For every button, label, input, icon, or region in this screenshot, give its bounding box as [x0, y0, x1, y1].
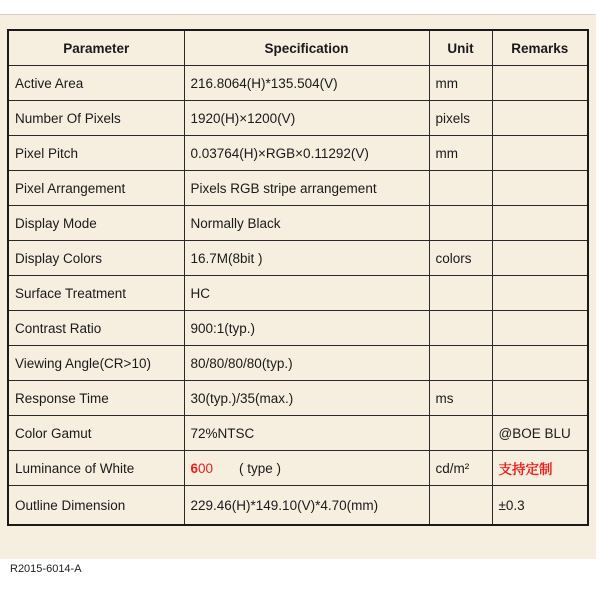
cell-unit	[429, 276, 492, 311]
cell-specification: 216.8064(H)*135.504(V)	[184, 66, 429, 101]
table-row	[8, 66, 588, 101]
table-row	[8, 311, 588, 346]
table-row	[8, 416, 588, 451]
cell-unit	[429, 346, 492, 381]
cell-remarks	[492, 381, 588, 416]
specification-table	[7, 29, 589, 526]
cell-remarks	[492, 346, 588, 381]
luminance-value-rest: 00	[198, 460, 214, 476]
cell-remarks: @BOE BLU	[492, 416, 588, 451]
luminance-value-highlight: 6	[190, 460, 199, 476]
table-row	[8, 346, 588, 381]
table-header-row	[8, 30, 588, 66]
cell-specification: Normally Black	[184, 206, 429, 241]
cell-parameter: Pixel Pitch	[8, 136, 184, 171]
cell-unit	[429, 416, 492, 451]
header-specification: Specification	[184, 30, 429, 66]
cell-parameter: Pixel Arrangement	[8, 171, 184, 206]
cell-unit	[429, 206, 492, 241]
cell-unit: colors	[429, 241, 492, 276]
luminance-type-label: ( type )	[239, 460, 282, 476]
cell-specification: Pixels RGB stripe arrangement	[184, 171, 429, 206]
cell-unit	[429, 486, 492, 526]
cell-specification: 16.7M(8bit )	[184, 241, 429, 276]
cell-specification: 1920(H)×1200(V)	[184, 101, 429, 136]
cell-specification	[184, 451, 429, 486]
cell-remarks	[492, 171, 588, 206]
cell-specification: 80/80/80/80(typ.)	[184, 346, 429, 381]
table-row	[8, 486, 588, 526]
cell-remarks	[492, 206, 588, 241]
table-row	[8, 276, 588, 311]
table-row	[8, 241, 588, 276]
cell-remarks: 支持定制	[492, 451, 588, 486]
cell-unit	[429, 171, 492, 206]
document-id: R2015-6014-A	[10, 563, 82, 575]
cell-unit	[429, 311, 492, 346]
table-row	[8, 136, 588, 171]
cell-specification: 30(typ.)/35(max.)	[184, 381, 429, 416]
cell-parameter: Color Gamut	[8, 416, 184, 451]
cell-parameter: Active Area	[8, 66, 184, 101]
cell-parameter: Number Of Pixels	[8, 101, 184, 136]
cell-remarks	[492, 101, 588, 136]
cell-unit: mm	[429, 136, 492, 171]
cell-parameter: Display Mode	[8, 206, 184, 241]
cell-parameter: Viewing Angle(CR>10)	[8, 346, 184, 381]
header-unit: Unit	[429, 30, 492, 66]
cell-parameter: Response Time	[8, 381, 184, 416]
table-row	[8, 206, 588, 241]
cell-unit: cd/m²	[429, 451, 492, 486]
cell-unit: mm	[429, 66, 492, 101]
cell-unit: ms	[429, 381, 492, 416]
table-row	[8, 101, 588, 136]
cell-remarks	[492, 311, 588, 346]
cell-parameter: Surface Treatment	[8, 276, 184, 311]
table-row	[8, 381, 588, 416]
cell-specification: 900:1(typ.)	[184, 311, 429, 346]
table-row	[8, 451, 588, 486]
cell-parameter: Contrast Ratio	[8, 311, 184, 346]
cell-specification: 72%NTSC	[184, 416, 429, 451]
cell-remarks	[492, 276, 588, 311]
cell-unit: pixels	[429, 101, 492, 136]
cell-remarks	[492, 66, 588, 101]
cell-parameter: Display Colors	[8, 241, 184, 276]
header-parameter: Parameter	[8, 30, 184, 66]
cell-parameter: Luminance of White	[8, 451, 184, 486]
header-remarks: Remarks	[492, 30, 588, 66]
cell-specification: 229.46(H)*149.10(V)*4.70(mm)	[184, 486, 429, 526]
cell-specification: 0.03764(H)×RGB×0.11292(V)	[184, 136, 429, 171]
table-row	[8, 171, 588, 206]
cell-remarks	[492, 136, 588, 171]
cell-specification: HC	[184, 276, 429, 311]
cell-remarks	[492, 241, 588, 276]
cell-parameter: Outline Dimension	[8, 486, 184, 526]
cell-remarks: ±0.3	[492, 486, 588, 526]
